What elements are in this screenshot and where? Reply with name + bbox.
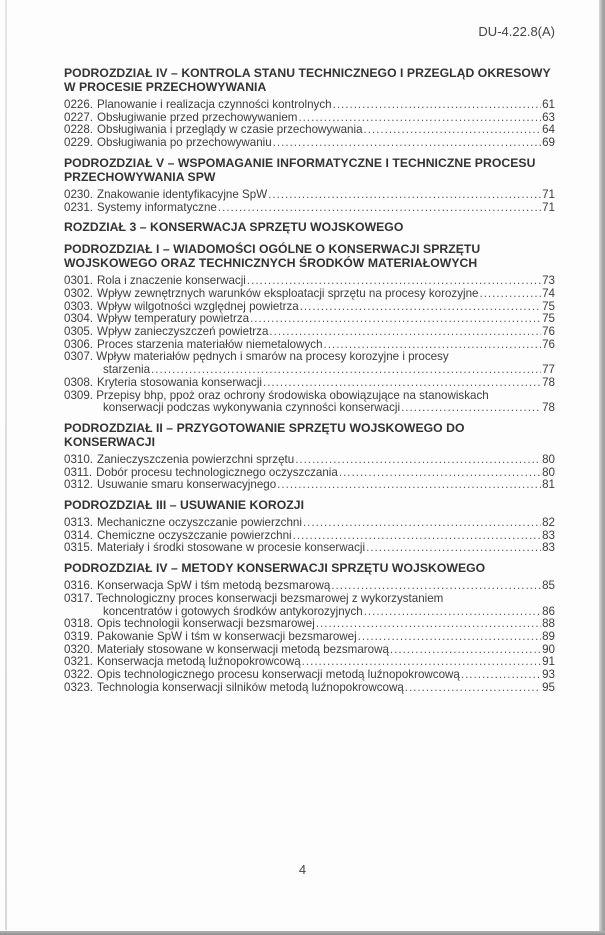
document-code: DU-4.22.8(A): [478, 24, 555, 39]
entry-page: 61: [542, 98, 555, 111]
entry-title: Wpływ zanieczyszczeń powietrza: [97, 325, 269, 339]
dot-leader: [405, 682, 541, 695]
entry-page: 74: [542, 286, 555, 300]
entry-title-continuation: koncentratów i gotowych środków antykorozyjnych: [103, 604, 363, 618]
entry-title: Obsługiwania po przechowywaniu: [97, 136, 272, 150]
entry-page: 71: [542, 200, 555, 214]
entry-page: 77: [542, 363, 555, 377]
entry-page: 80: [542, 452, 555, 466]
entry-number: 0319.: [64, 629, 94, 643]
entry-page: 81: [542, 478, 555, 492]
dot-leader: [364, 606, 541, 619]
entry-title: Obsługiwanie przed przechowywaniem: [97, 110, 298, 124]
dot-leader: [364, 124, 542, 137]
entry-page: 88: [542, 617, 555, 631]
toc-entry[interactable]: [64, 631, 555, 644]
entry-page: 64: [542, 123, 555, 137]
entry-page: 63: [542, 110, 555, 124]
toc-entry[interactable]: [64, 99, 555, 112]
entry-title: Znakowanie identyfikacyjne SpW: [97, 187, 268, 201]
toc-entry-list: [64, 99, 555, 150]
dot-leader: [339, 467, 541, 480]
dot-leader: [269, 326, 541, 339]
entry-page: 75: [542, 299, 555, 313]
toc-entry[interactable]: [64, 479, 555, 492]
entry-title: Konserwacja metodą luźnopokrowcową: [97, 655, 301, 669]
entry-number: 0315.: [64, 541, 94, 555]
section-heading: ROZDZIAŁ 3 – KONSERWACJA SPRZĘTU WOJSKOWEGO: [64, 220, 404, 235]
entry-title-continuation: starzenia: [103, 363, 151, 377]
entry-number: 0316.: [64, 579, 94, 593]
entry-title: Opis technologicznego procesu konserwacji metodą luźnopokrowcową: [97, 668, 460, 682]
entry-page: 80: [542, 465, 555, 479]
entry-title: Technologia konserwacji silników metodą luźnopokrowcową: [97, 680, 404, 694]
section-heading: PODROZDZIAŁ III – USUWANIE KOROZJI: [64, 498, 305, 513]
toc-entry[interactable]: [64, 189, 555, 202]
entry-title: Materiały i środki stosowane w procesie konserwacji: [97, 541, 366, 555]
entry-number: 0305.: [64, 325, 94, 339]
scan-bottom-edge: [0, 931, 605, 935]
entry-number: 0301.: [64, 274, 94, 288]
entry-page: 78: [542, 375, 555, 389]
entry-page: 85: [542, 579, 555, 593]
section-heading: PODROZDZIAŁ II – PRZYGOTOWANIE SPRZĘTU WOJSKOWEGO DO KONSERWACJI: [64, 420, 465, 449]
entry-number: 0321.: [64, 655, 94, 669]
section-heading: PODROZDZIAŁ V – WSPOMAGANIE INFORMATYCZNE I TECHNICZNE PROCESU PRZECHOWYWANIA SPW: [64, 155, 536, 184]
entry-number: 0311.: [64, 465, 93, 479]
entry-number: 0323.: [64, 680, 94, 694]
entry-title: Zanieczyszczenia powierzchni sprzętu: [97, 452, 295, 466]
entry-number: 0226.: [64, 98, 94, 111]
entry-title: Konserwacja SpW i tśm metodą bezsmarową: [97, 579, 331, 593]
entry-page: 76: [542, 337, 555, 351]
toc-entry-list: [64, 275, 555, 415]
entry-number: 0307.: [64, 350, 94, 364]
entry-page: 95: [542, 680, 555, 694]
toc-entry[interactable]: [64, 288, 555, 301]
entry-title: Obsługiwania i przeglądy w czasie przechowywania: [97, 123, 363, 137]
toc-entry[interactable]: [64, 351, 555, 376]
entry-title: Dobór procesu technologicznego oczyszczania: [96, 465, 338, 479]
entry-page: 89: [542, 629, 555, 643]
dot-leader: [300, 301, 541, 314]
entry-title: Usuwanie smaru konserwacyjnego: [97, 478, 277, 492]
scan-right-edge: [599, 0, 605, 935]
entry-page: 82: [542, 516, 555, 530]
dot-leader: [358, 631, 541, 644]
entry-number: 0314.: [64, 528, 94, 542]
toc-entry[interactable]: [64, 593, 555, 618]
dot-leader: [479, 288, 541, 301]
entry-page: 91: [542, 655, 555, 669]
entry-title: Opis technologii konserwacji bezsmarowej: [97, 617, 315, 631]
dot-leader: [461, 669, 541, 682]
entry-number: 0302.: [64, 286, 94, 300]
entry-page: 78: [542, 401, 555, 415]
toc-entry[interactable]: [64, 542, 555, 555]
toc-entry-list: [64, 454, 555, 492]
dot-leader: [295, 454, 541, 467]
entry-page: 93: [542, 668, 555, 682]
dot-leader: [273, 137, 541, 150]
entry-number: 0309.: [64, 388, 94, 402]
scan-left-edge: [5, 0, 7, 930]
entry-number: 0303.: [64, 299, 94, 313]
entry-page: 83: [542, 541, 555, 555]
toc-entry[interactable]: [64, 454, 555, 467]
entry-number: 0322.: [64, 668, 94, 682]
toc-entry[interactable]: [64, 669, 555, 682]
entry-number: 0317.: [64, 591, 94, 605]
entry-title: Przepisy bhp, ppoż oraz ochrony środowiska obowiązujące na stanowiskach: [96, 388, 489, 402]
entry-page: 69: [542, 136, 555, 150]
entry-number: 0231.: [64, 200, 94, 214]
entry-title: Chemiczne oczyszczanie powierzchni: [97, 528, 292, 542]
entry-number: 0230.: [64, 187, 94, 201]
entry-title: Wpływ wilgotności względnej powietrza: [97, 299, 299, 313]
entry-title: Technologiczny proces konserwacji bezsmarowej z wykorzystaniem: [96, 591, 444, 605]
section-heading: PODROZDZIAŁ IV – KONTROLA STANU TECHNICZNEGO I PRZEGLĄD OKRESOWY W PROCESIE PRZECHOWYWANIA: [64, 66, 551, 94]
entry-title: Materiały stosowane w konserwacji metodą bezsmarową: [97, 642, 389, 656]
entry-number: 0313.: [64, 516, 94, 530]
entry-number: 0304.: [64, 312, 94, 326]
entry-number: 0229.: [64, 136, 94, 150]
entry-title: Wpływ zewnętrznych warunków eksploatacji sprzętu na procesy korozyjne: [97, 286, 479, 300]
dot-leader: [218, 202, 541, 215]
entry-number: 0312.: [64, 478, 94, 492]
entry-title: Planowanie i realizacja czynności kontrolnych: [97, 98, 332, 111]
entry-title: Rola i znaczenie konserwacji: [97, 274, 246, 288]
entry-number: 0308.: [64, 375, 94, 389]
entry-page: 71: [542, 187, 555, 201]
entry-title: Wpływ materiałów pędnych i smarów na procesy korozyjne i procesy: [96, 350, 449, 364]
entry-number: 0306.: [64, 337, 94, 351]
entry-number: 0228.: [64, 123, 94, 137]
dot-leader: [277, 479, 541, 492]
entry-title: Mechaniczne oczyszczanie powierzchni: [97, 516, 302, 530]
dot-leader: [401, 402, 541, 415]
entry-page: 83: [542, 528, 555, 542]
entry-number: 0310.: [64, 452, 94, 466]
entry-title: Wpływ temperatury powietrza: [97, 312, 250, 326]
dot-leader: [366, 542, 541, 555]
toc-entry-list: [64, 517, 555, 555]
toc-entry[interactable]: [64, 326, 555, 339]
entry-title: Pakowanie SpW i tśm w konserwacji bezsmarowej: [97, 629, 357, 643]
entry-page: 86: [542, 604, 555, 618]
entry-title: Systemy informatyczne: [97, 200, 217, 214]
section-heading: PODROZDZIAŁ I – WIADOMOŚCI OGÓLNE O KONSERWACJI SPRZĘTU WOJSKOWEGO ORAZ TECHNICZNYCH ŚRODKÓW MATERIAŁOWYCH: [64, 242, 481, 271]
dot-leader: [333, 99, 542, 112]
entry-title: Kryteria stosowania konserwacji: [97, 375, 262, 389]
dot-leader: [250, 313, 541, 326]
dot-leader: [390, 644, 541, 657]
dot-leader: [303, 517, 541, 530]
page-number: 4: [298, 862, 307, 877]
toc-entry[interactable]: [64, 137, 555, 150]
entry-page: 76: [542, 325, 555, 339]
dot-leader: [268, 189, 541, 202]
toc-entry-list: [64, 580, 555, 694]
entry-page: 75: [542, 312, 555, 326]
entry-title: Proces starzenia materiałów niemetalowych: [97, 337, 323, 351]
entry-page: 73: [542, 274, 555, 288]
dot-leader: [151, 364, 541, 377]
entry-number: 0318.: [64, 617, 94, 631]
entry-page: 90: [542, 642, 555, 656]
toc-entry[interactable]: [64, 390, 555, 415]
section-heading: PODROZDZIAŁ IV – METODY KONSERWACJI SPRZĘTU WOJSKOWEGO: [64, 561, 486, 576]
entry-number: 0320.: [64, 642, 94, 656]
entry-title-continuation: konserwacji podczas wykonywania czynności konserwacji: [103, 401, 401, 415]
toc-entry[interactable]: [64, 202, 555, 215]
table-of-contents: [64, 66, 555, 701]
toc-entry[interactable]: [64, 682, 555, 695]
toc-entry[interactable]: [64, 517, 555, 530]
toc-entry-list: [64, 189, 555, 214]
entry-number: 0227.: [64, 110, 94, 124]
